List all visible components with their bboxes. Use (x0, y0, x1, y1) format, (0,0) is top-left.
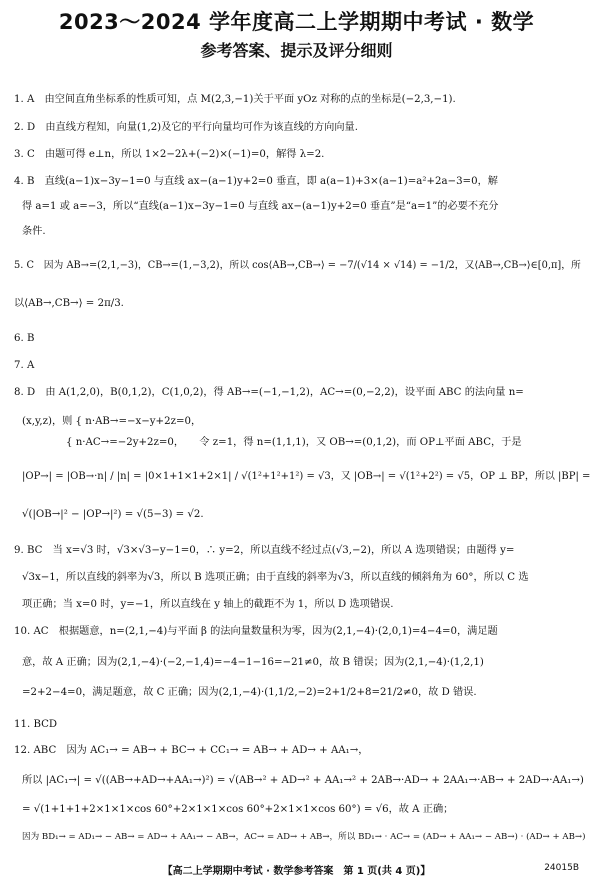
document-code: 24015B (544, 863, 579, 873)
answer-line-12-cont: 所以 |AC₁→| = √((AB→+AD→+AA₁→)²) = √(AB→² + AD→² + AA₁→² + 2AB→·AD→ + 2AA₁→·AB→ + 2AD→·AA₁→) (22, 775, 584, 786)
answer-line-12-cont: = √(1+1+1+2×1×1×cos 60°+2×1×1×cos 60°+2×1×1×cos 60°) = √6，故 A 正确； (22, 804, 454, 815)
answer-line-10-cont: 意，故 A 正确；因为(2,1,−4)·(−2,−1,4)=−4−1−16=−21≠0，故 B 错误；因为(2,1,−4)·(1,2,1) (22, 657, 484, 668)
answer-line-9-cont: √3x−1，所以直线的斜率为√3，所以 B 选项正确；由于直线的斜率为√3，所以直线的倾斜角为 60°，所以 C 选 (22, 572, 529, 583)
answer-line-2: 2. D 由直线方程知，向量(1,2)及它的平行向量均可作为该直线的方向向量. (14, 122, 358, 133)
answer-line-8-cont: |OP→| = |OB→·n| / |n| = |0×1+1×1+2×1| / √(1²+1²+1²) = √3，又 |OB→| = √(1²+2²) = √5，OP ⊥ BP，所以 |BP| = (22, 471, 591, 482)
answer-line-4-cont: 条件. (22, 226, 46, 237)
answer-line-4-cont: 得 a=1 或 a=−3，所以“直线(a−1)x−3y−1=0 与直线 ax−(a−1)y+2=0 垂直”是“a=1”的必要不充分 (22, 201, 499, 212)
answer-line-10-cont: =2+2−4=0，满足题意，故 C 正确；因为(2,1,−4)·(1,1/2,−2)=2+1/2+8=21/2≠0，故 D 错误. (22, 687, 477, 698)
page-subtitle: 参考答案、提示及评分细则 (200, 41, 393, 60)
answer-line-8-cont: { n·AC→=−2y+2z=0， 令 z=1，得 n=(1,1,1)，又 OB→=(0,1,2)，而 OP⊥平面 ABC，于是 (22, 437, 522, 448)
answer-line-3: 3. C 由题可得 e⊥n，所以 1×2−2λ+(−2)×(−1)=0，解得 λ=2. (14, 149, 325, 160)
answer-line-5-cont: 以⟨AB→,CB→⟩ = 2π/3. (14, 298, 124, 309)
answer-line-8-cont: √(|OB→|² − |OP→|²) = √(5−3) = √2. (22, 509, 204, 520)
answer-line-5: 5. C 因为 AB→=(2,1,−3)，CB→=(1,−3,2)，所以 cos⟨AB→,CB→⟩ = −7/(√14 × √14) = −1/2，又⟨AB→,CB→⟩∈[0,π]，所 (14, 260, 581, 271)
answer-line-11: 11. BCD (14, 719, 58, 730)
answer-line-1: 1. A 由空间直角坐标系的性质可知，点 M(2,3,−1)关于平面 yOz 对称的点的坐标是(−2,3,−1). (14, 94, 456, 105)
answer-line-8-cont: (x,y,z)，则 { n·AB→=−x−y+2z=0， (22, 416, 202, 427)
answer-line-12: 12. ABC 因为 AC₁→ = AB→ + BC→ + CC₁→ = AB→ + AD→ + AA₁→， (14, 745, 369, 756)
page-title: 2023～2024 学年度高二上学期期中考试 · 数学 (58, 10, 535, 34)
answer-line-8: 8. D 由 A(1,2,0)，B(0,1,2)，C(1,0,2)，得 AB→=(−1,−1,2)，AC→=(0,−2,2)，设平面 ABC 的法向量 n= (14, 387, 524, 398)
answer-line-9-cont: 项正确；当 x=0 时，y=−1，所以直线在 y 轴上的截距不为 1，所以 D 选项错误. (22, 599, 394, 610)
answer-line-7: 7. A (14, 360, 35, 371)
answer-line-10: 10. AC 根据题意，n=(2,1,−4)与平面 β 的法向量数量积为零，因为(2,1,−4)·(2,0,1)=4−4=0，满足题 (14, 626, 498, 637)
answer-line-6: 6. B (14, 333, 35, 344)
answer-line-9: 9. BC 当 x=√3 时，√3×√3−y−1=0，∴ y=2，所以直线不经过点(√3,−2)，所以 A 选项错误；由题得 y= (14, 545, 515, 556)
page-footer: 【高二上学期期中考试 · 数学参考答案 第 1 页(共 4 页)】 (162, 866, 431, 877)
answer-line-4: 4. B 直线(a−1)x−3y−1=0 与直线 ax−(a−1)y+2=0 垂直，即 a(a−1)+3×(a−1)=a²+2a−3=0，解 (14, 176, 498, 187)
answer-line-12-cont: 因为 BD₁→ = AD₁→ − AB→ = AD→ + AA₁→ − AB→，AC→ = AD→ + AB→，所以 BD₁→ · AC→ = (AD→ + AA₁→ − AB→) · (AD→ + AB→) (22, 832, 586, 842)
